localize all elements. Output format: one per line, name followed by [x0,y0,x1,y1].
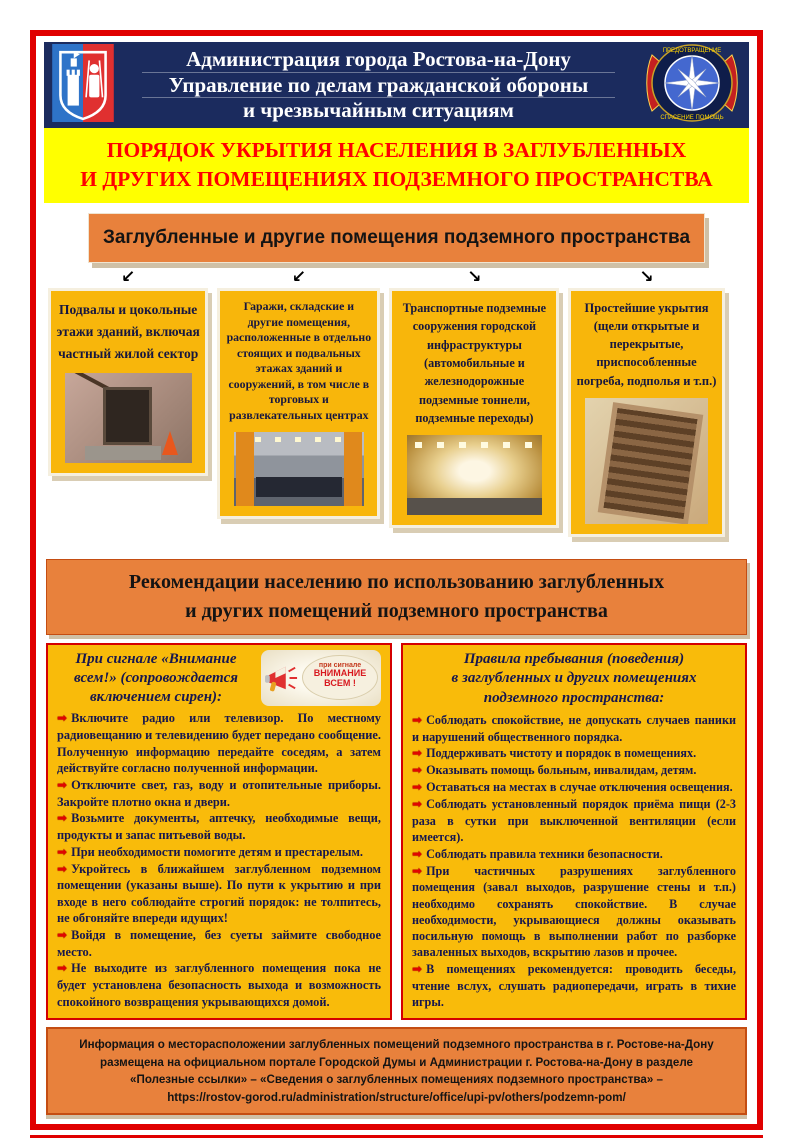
instruction-text: Войдя в помещение, без суеты займите свободное место. [57,927,381,959]
rule-item [412,762,736,779]
instruction-item [57,861,381,927]
footer-line: «Полезные ссылки» – «Сведения о заглубленных помещениях подземного пространства» – [130,1073,663,1087]
org-title-line: Управление по делам гражданской обороны [142,72,615,98]
red-arrow-bullet-icon: ➡ [412,846,423,861]
rule-item [412,779,736,796]
arrow-down-right-icon: ↘ [639,267,654,288]
flowchart-section [44,203,749,549]
rostov-coat-of-arms [52,44,116,127]
signal-column [46,643,392,1021]
flowchart-arrows [48,269,745,286]
red-arrow-bullet-icon: ➡ [57,861,68,876]
rule-text: Соблюдать установленный порядок приёма пищи (2-3 раза в сутки при выключенной вентиляции (если имеется). [412,797,736,845]
rule-item [412,863,736,961]
org-title-line: и чрезвычайным ситуациям [142,97,615,123]
arrow-down-left-icon: ↙ [291,267,306,288]
rule-item [412,796,736,845]
arrow-down-right-icon: ↘ [467,267,482,288]
signal-heading-row [57,650,381,708]
basement-door [103,387,152,445]
signal-heading: При сигнале «Внимание всем!» (сопровождается включением сирен): [73,650,239,706]
card-basements [48,288,208,476]
emblem-top-text: ПРЕДОТВРАЩЕНИЕ [662,47,722,54]
footer-info-band [46,1027,747,1115]
card-text: Гаражи, складские и другие помещения, расположенные в отдельно стоящих и подвальных этажах зданий и сооружений, в том числе в торговых и развлекательных центрах [226,299,372,422]
red-arrow-bullet-icon: ➡ [57,927,68,942]
basement-steps [85,446,161,460]
tunnel-lamps [415,442,534,448]
coat-of-arms-graphic [52,44,114,122]
emblem-bottom-text: СПАСЕНИЕ ПОМОЩЬ [660,114,724,121]
cellar-hatch [597,402,703,524]
red-arrow-bullet-icon: ➡ [412,780,423,795]
red-arrow-bullet-icon: ➡ [57,961,68,976]
orange-column [236,432,254,506]
parked-cars [256,477,341,496]
flowchart-header: Заглубленные и другие помещения подземного пространства [88,213,705,263]
rules-column [401,643,747,1021]
rule-item [412,712,736,745]
red-arrow-bullet-icon: ➡ [412,797,423,812]
red-arrow-bullet-icon: ➡ [412,863,423,878]
red-arrow-bullet-icon: ➡ [412,746,423,761]
recommendations-title-line: Рекомендации населению по использованию заглубленных [128,570,665,593]
traffic-cone [162,431,178,455]
main-title-band [44,128,749,203]
rule-text: Соблюдать правила техники безопасности. [426,846,663,861]
ceiling-lights [255,437,343,441]
rules-heading-line: в заглубленных и других помещениях [451,670,697,687]
rule-item [412,961,736,1010]
header-band [44,42,749,128]
arrow-down-left-icon: ↙ [121,267,136,288]
card-simple-shelters [568,288,724,537]
red-arrow-bullet-icon: ➡ [57,711,68,726]
instruction-text: Возьмите документы, аптечку, необходимые вещи, продукты и запас питьевой воды. [57,811,381,843]
card-text: Простейшие укрытия (щели открытые и перекрытые, приспособленные погреба, подполья и т.п.) [576,301,717,388]
footer-line: Информация о месторасположении заглубленных помещений подземного пространства в г. Ростове-на-Дону [79,1038,714,1052]
red-arrow-bullet-icon: ➡ [57,811,68,826]
rule-item [412,846,736,863]
underground-parking-photo [234,432,363,506]
red-arrow-bullet-icon: ➡ [57,844,68,859]
main-title-line: И ДРУГИХ ПОМЕЩЕНИЯХ ПОДЗЕМНОГО ПРОСТРАНСТВА [80,167,713,192]
card-transport-tunnels [389,288,559,528]
red-arrow-bullet-icon: ➡ [412,961,423,976]
instruction-text: Укройтесь в ближайшем заглубленном подземном помещении (указаны выше). По пути к укрытию и при входе в него соблюдайте строгий порядок: не толпитесь, не обгоняйте впереди идущих! [57,861,381,926]
basement-entrance-photo [65,373,192,463]
footer-line: размещена на официальном портале Городской Думы и Администрации г. Ростова-на-Дону в разделе [100,1055,693,1069]
instruction-item [57,810,381,843]
red-arrow-bullet-icon: ➡ [412,713,423,728]
rule-text: Соблюдать спокойствие, не допускать случаев паники и нарушений общественного порядка. [412,713,736,745]
red-arrow-bullet-icon: ➡ [57,777,68,792]
instruction-item [57,960,381,1010]
orange-column [344,432,362,506]
attention-all-badge [261,650,381,706]
instruction-item [57,927,381,960]
red-arrow-bullet-icon: ➡ [412,763,423,778]
badge-small-text: при сигнале [318,662,362,670]
rule-item [412,745,736,762]
instruction-text: Не выходите из заглубленного помещения пока не будет установлена безопасность выхода и возможность спокойного возвращения укрывающихся домой. [57,961,381,1009]
rules-heading-line: подземного пространства: [483,689,665,706]
instruction-text: Отключите свет, газ, воду и отопительные приборы. Закройте плотно окна и двери. [57,777,381,809]
card-text: Транспортные подземные сооружения городской инфраструктуры (автомобильные и железнодорожные подземные тоннели, подземные переходы) [402,301,547,425]
recommendations-title-line: и других помещений подземного пространства [185,599,608,622]
pedestrian-underpass-photo [407,435,543,515]
recommendation-columns [46,643,747,1021]
card-garages [217,288,380,519]
rule-text: В помещениях рекомендуется: проводить беседы, чтение вслух, слушать радиопередачи, играть в тихие игры. [412,961,736,1009]
rules-heading [412,650,736,709]
rule-text: Оставаться на местах в случае отключения освещения. [426,780,733,795]
gochs-emblem-graphic [643,43,741,123]
card-text: Подвалы и цокольные этажи зданий, включая частный жилой сектор [56,302,200,361]
rule-text: Оказывать помощь больным, инвалидам, детям. [426,763,697,778]
footer-url-text: https://rostov-gorod.ru/administration/structure/office/upi-pv/others/podzemn-pom/ [167,1090,626,1104]
badge-big-text: ВНИМАНИЕ ВСЕМ ! [313,668,367,689]
instruction-item [57,844,381,861]
shelter-cards [48,288,745,537]
red-frame [30,30,763,1130]
rule-text: При частичных разрушениях заглубленного помещения (завал выходов, разрушение стены и т.п.) необходимо сохранять спокойствие. В случае необходимости, укрывающиеся должны оказывать посильную помощь в выполнении работ по разборке заваленных выходов, вскрытию лазов и прочее. [412,863,736,960]
main-title-line: ПОРЯДОК УКРЫТИЯ НАСЕЛЕНИЯ В ЗАГЛУБЛЕННЫХ [106,138,687,162]
tunnel-floor [407,498,543,516]
recommendations-band [46,559,747,635]
org-title [116,47,641,123]
badge-bubble [302,655,378,700]
gochs-emblem [641,43,741,128]
instruction-text: При необходимости помогите детям и престарелым. [71,844,364,859]
rule-text: Поддерживать чистоту и порядок в помещениях. [426,746,697,761]
instruction-item [57,777,381,810]
megaphone-icon [263,662,301,694]
instruction-item [57,710,381,776]
org-title-line: Администрация города Ростова-на-Дону [186,47,571,72]
instruction-text: Включите радио или телевизор. По местному радиовещанию и телевидению будет передано сообщение. Полученную информацию передайте соседям, а затем действуйте согласно полученной информации. [57,711,381,776]
rules-heading-line: Правила пребывания (поведения) [463,650,685,667]
cellar-pit-photo [585,398,708,524]
